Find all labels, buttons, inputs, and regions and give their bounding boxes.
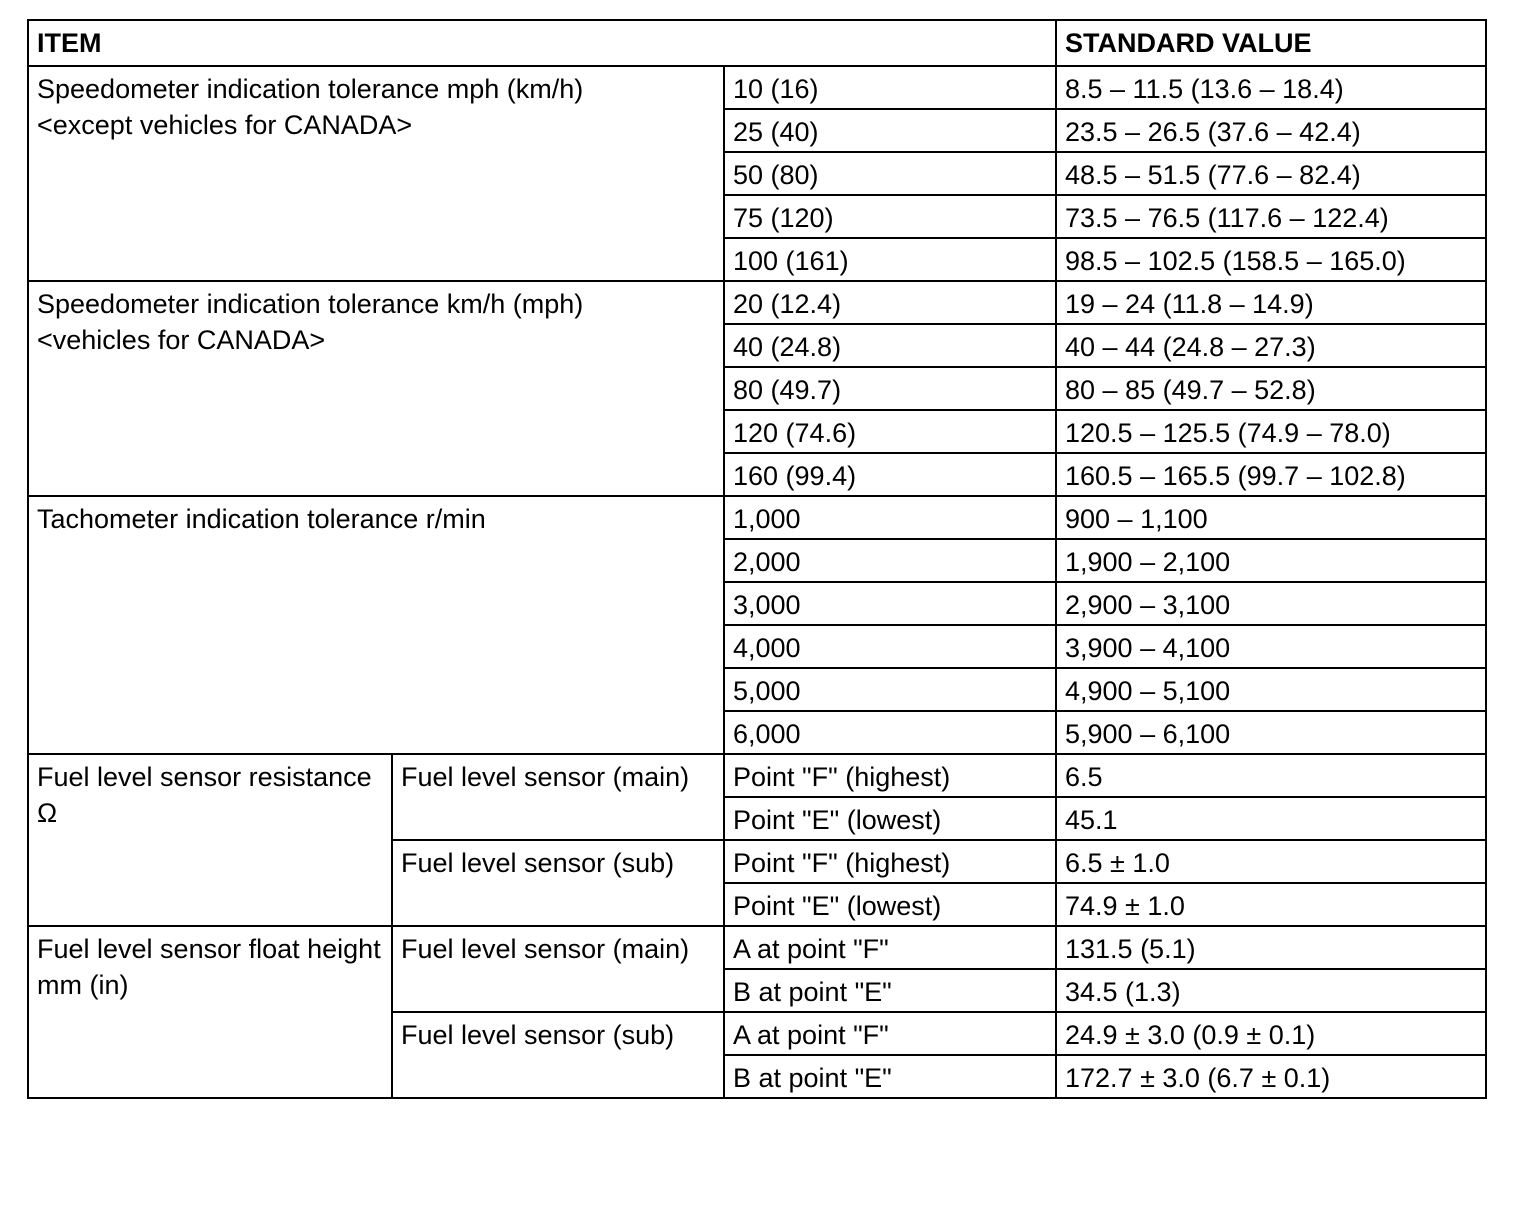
condition-cell: Point "E" (lowest) <box>724 797 1056 840</box>
condition-cell: 120 (74.6) <box>724 410 1056 453</box>
table-row <box>28 496 1486 539</box>
item-label: Speedometer indication tolerance mph (km/h) <box>37 74 584 104</box>
item-speedometer-kmh <box>28 281 724 496</box>
condition-cell: A at point "F" <box>724 1012 1056 1055</box>
value-cell: 6.5 ± 1.0 <box>1056 840 1486 883</box>
sub-item-sub: Fuel level sensor (sub) <box>392 1012 724 1098</box>
item-sublabel: <except vehicles for CANADA> <box>37 110 413 140</box>
sub-item-main: Fuel level sensor (main) <box>392 754 724 840</box>
item-fuel-float: Fuel level sensor float height mm (in) <box>28 926 392 1098</box>
value-cell: 73.5 – 76.5 (117.6 – 122.4) <box>1056 195 1486 238</box>
standard-value-table <box>27 19 1487 1099</box>
value-cell: 8.5 – 11.5 (13.6 – 18.4) <box>1056 66 1486 109</box>
condition-cell: Point "F" (highest) <box>724 754 1056 797</box>
table-row <box>28 281 1486 324</box>
value-cell: 900 – 1,100 <box>1056 496 1486 539</box>
sub-item-sub: Fuel level sensor (sub) <box>392 840 724 926</box>
value-cell: 131.5 (5.1) <box>1056 926 1486 969</box>
condition-cell: 80 (49.7) <box>724 367 1056 410</box>
value-cell: 172.7 ± 3.0 (6.7 ± 0.1) <box>1056 1055 1486 1098</box>
value-cell: 24.9 ± 3.0 (0.9 ± 0.1) <box>1056 1012 1486 1055</box>
value-cell: 4,900 – 5,100 <box>1056 668 1486 711</box>
item-fuel-resistance: Fuel level sensor resistance Ω <box>28 754 392 926</box>
condition-cell: 5,000 <box>724 668 1056 711</box>
value-cell: 23.5 – 26.5 (37.6 – 42.4) <box>1056 109 1486 152</box>
table-row <box>28 66 1486 109</box>
value-cell: 80 – 85 (49.7 – 52.8) <box>1056 367 1486 410</box>
condition-cell: 100 (161) <box>724 238 1056 281</box>
header-standard-value: STANDARD VALUE <box>1056 20 1486 66</box>
condition-cell: 6,000 <box>724 711 1056 754</box>
value-cell: 6.5 <box>1056 754 1486 797</box>
value-cell: 45.1 <box>1056 797 1486 840</box>
condition-cell: B at point "E" <box>724 1055 1056 1098</box>
condition-cell: 2,000 <box>724 539 1056 582</box>
condition-cell: Point "F" (highest) <box>724 840 1056 883</box>
value-cell: 3,900 – 4,100 <box>1056 625 1486 668</box>
header-item: ITEM <box>28 20 1056 66</box>
condition-cell: 160 (99.4) <box>724 453 1056 496</box>
table-row <box>28 926 1486 969</box>
item-tachometer: Tachometer indication tolerance r/min <box>28 496 724 754</box>
sub-item-main: Fuel level sensor (main) <box>392 926 724 1012</box>
table-row <box>28 754 1486 797</box>
condition-cell: 20 (12.4) <box>724 281 1056 324</box>
value-cell: 5,900 – 6,100 <box>1056 711 1486 754</box>
value-cell: 1,900 – 2,100 <box>1056 539 1486 582</box>
condition-cell: 25 (40) <box>724 109 1056 152</box>
header-row <box>28 20 1486 66</box>
value-cell: 48.5 – 51.5 (77.6 – 82.4) <box>1056 152 1486 195</box>
condition-cell: B at point "E" <box>724 969 1056 1012</box>
item-label: Speedometer indication tolerance km/h (mph) <box>37 289 584 319</box>
item-sublabel: <vehicles for CANADA> <box>37 325 326 355</box>
condition-cell: 40 (24.8) <box>724 324 1056 367</box>
value-cell: 98.5 – 102.5 (158.5 – 165.0) <box>1056 238 1486 281</box>
condition-cell: 50 (80) <box>724 152 1056 195</box>
value-cell: 160.5 – 165.5 (99.7 – 102.8) <box>1056 453 1486 496</box>
condition-cell: Point "E" (lowest) <box>724 883 1056 926</box>
condition-cell: 10 (16) <box>724 66 1056 109</box>
value-cell: 40 – 44 (24.8 – 27.3) <box>1056 324 1486 367</box>
value-cell: 74.9 ± 1.0 <box>1056 883 1486 926</box>
value-cell: 120.5 – 125.5 (74.9 – 78.0) <box>1056 410 1486 453</box>
condition-cell: 3,000 <box>724 582 1056 625</box>
condition-cell: 1,000 <box>724 496 1056 539</box>
value-cell: 19 – 24 (11.8 – 14.9) <box>1056 281 1486 324</box>
condition-cell: 75 (120) <box>724 195 1056 238</box>
item-speedometer-mph <box>28 66 724 281</box>
condition-cell: A at point "F" <box>724 926 1056 969</box>
value-cell: 2,900 – 3,100 <box>1056 582 1486 625</box>
condition-cell: 4,000 <box>724 625 1056 668</box>
value-cell: 34.5 (1.3) <box>1056 969 1486 1012</box>
